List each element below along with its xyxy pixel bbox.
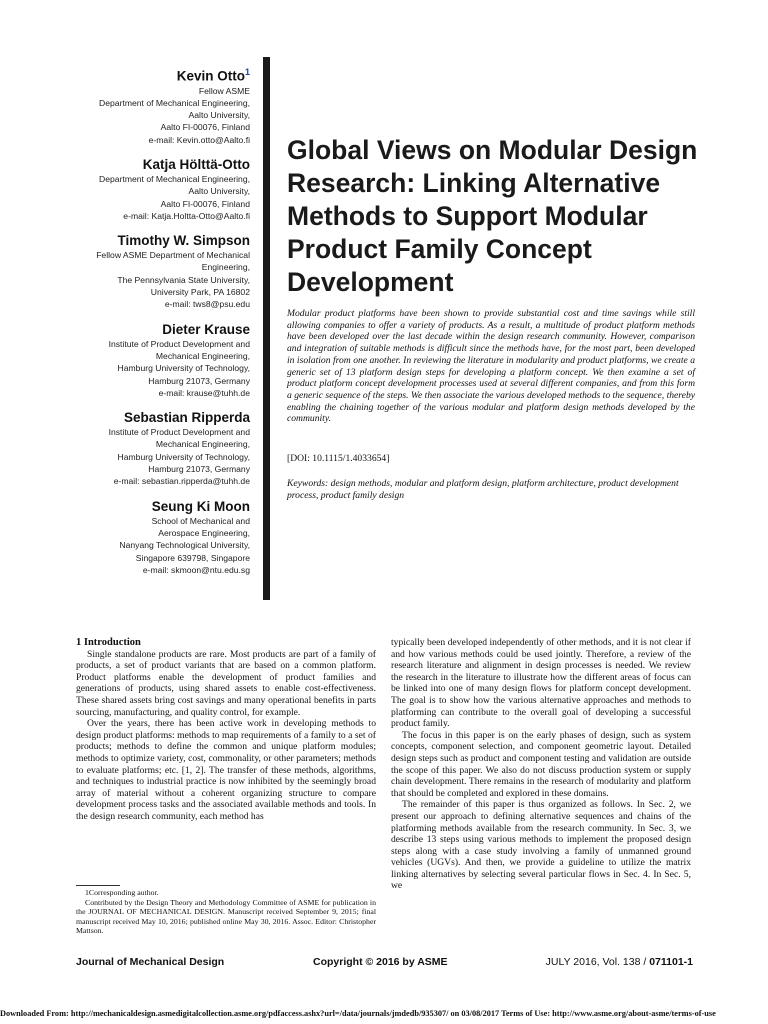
author-affiliation-line: Nanyang Technological University,	[119, 540, 250, 551]
author-affiliation-line: Mechanical Engineering,	[155, 439, 250, 450]
section-heading: 1 Introduction	[76, 637, 141, 648]
paragraph: Single standalone products are rare. Most products are part of a family of products, a set of product variants that are based on a common platform. Product platforms enable the development of product families and generations of products, using shared assets to enable cost-effectiveness. These shared assets bring cost savings and many operational benefits in parts sourcing, manufacturing, and quality control, for example.	[76, 648, 376, 718]
title-line: Development	[287, 267, 454, 297]
title-line: Research: Linking Alternative	[287, 168, 661, 198]
footnotes	[76, 888, 376, 936]
author-affiliation-line: Department of Mechanical Engineering,	[99, 173, 250, 184]
footnote-rule	[76, 885, 120, 886]
journal-name: Journal of Mechanical Design	[76, 956, 225, 968]
author-affiliation-line[interactable]: e-mail: sebastian.ripperda@tuhh.de	[113, 476, 250, 487]
keywords: Keywords: design methods, modular and platform design, platform architecture, product development process, product family design	[287, 478, 679, 501]
article-number: 071101-1	[649, 956, 693, 968]
author-name: Katja Hölttä-Otto	[142, 156, 250, 172]
vertical-rule	[263, 57, 270, 600]
author-affiliation-line: Aalto University,	[188, 186, 250, 197]
left-column	[76, 637, 376, 823]
author-affiliation-line: Aalto FI-00076, Finland	[160, 198, 250, 209]
author-affiliation-line: Mechanical Engineering,	[155, 350, 250, 361]
author-affiliation-line: Hamburg 21073, Germany	[148, 375, 250, 386]
author-affiliation-line: Aalto University,	[188, 110, 250, 121]
page-footer	[76, 956, 693, 972]
author-affiliation-line: Engineering,	[201, 262, 250, 273]
author-block	[60, 321, 250, 399]
author-affiliation-line: Hamburg University of Technology,	[117, 363, 250, 374]
author-affiliation-line[interactable]: e-mail: Katja.Holtta-Otto@Aalto.fi	[123, 210, 250, 221]
author-affiliation-line[interactable]: e-mail: krause@tuhh.de	[158, 387, 250, 398]
author-affiliation-line: Aerospace Engineering,	[158, 527, 250, 538]
author-affiliation-line: Fellow ASME	[198, 85, 250, 96]
title-line: Methods to Support Modular	[287, 201, 648, 231]
paper-title	[287, 134, 727, 299]
author-affiliation-line: Singapore 639798, Singapore	[135, 552, 250, 563]
author-block	[60, 232, 250, 310]
footnote: 1Corresponding author.	[85, 888, 159, 897]
author-affiliation-line: The Pennsylvania State University,	[117, 274, 250, 285]
download-notice: Downloaded From: http://mechanicaldesign.asmedigitalcollection.asme.org/pdfaccess.ashx?url=/data/journals/jmdedb/935307/ on 03/08/2017 Terms of Use: http://www.asme.org/about-asme/terms-of-use	[0, 1009, 716, 1018]
paragraph: typically been developed independently of other methods, and it is not clear if and how various methods could be used jointly. Therefore, a review of the research literature and alignment in design processes is needed. We review the research in the literature to illustrate how the different areas of focus can be linked into one of many design flows for platform concept development. The goal is to show how the various alternative approaches and methods to platforming can contribute to the overall goal of developing a successful product family.	[391, 637, 691, 730]
paragraph: The focus in this paper is on the early phases of design, such as system concepts, component selection, and component geometric layout. Detailed design steps such as product and component testing and validation are outside the scope of this paper. We also do not discuss production system or supply chain development. There remains in the research of modularity and platform that should be completed and explored in these domains.	[391, 729, 691, 799]
author-affiliation-line: University Park, PA 16802	[150, 287, 250, 298]
issue-info	[546, 956, 693, 968]
author-block	[60, 409, 250, 487]
author-affiliation-line[interactable]: e-mail: Kevin.otto@Aalto.fi	[148, 134, 250, 145]
author-block	[60, 156, 250, 222]
author-block	[60, 498, 250, 576]
author-name: Dieter Krause	[162, 321, 250, 337]
paragraph: The remainder of this paper is thus organized as follows. In Sec. 2, we present our approach to defining alternative sequences and chains of the platforming methods available from the research community. In Sec. 3, we describe 13 steps using various methods to implement the proposed design steps along with a case study involving a family of unmanned ground vehicles (UGVs). And then, we provide a guideline to utilize the matrix linking alternatives by selecting several particular flows in Sec. 4. In Sec. 5, we	[391, 799, 691, 892]
author-name: Kevin Otto$^1$	[176, 67, 250, 84]
author-name: Timothy W. Simpson	[117, 233, 250, 249]
copyright: Copyright © 2016 by ASME	[313, 956, 448, 968]
author-affiliation-line: Aalto FI-00076, Finland	[160, 122, 250, 133]
author-affiliation-line[interactable]: e-mail: skmoon@ntu.edu.sg	[142, 564, 250, 575]
author-affiliation-line: Fellow ASME Department of Mechanical	[96, 250, 250, 261]
issue-date: JULY 2016, Vol. 138 /	[545, 956, 647, 968]
author-affiliation-line: Institute of Product Development and	[108, 338, 250, 349]
author-name: Sebastian Ripperda	[123, 410, 250, 426]
author-affiliation-line: School of Mechanical and	[151, 515, 250, 526]
footnote-marker[interactable]: 1	[244, 67, 250, 77]
abstract: Modular product platforms have been shown to provide substantial cost and time savings while still allowing companies to offer a variety of products. As a result, a multitude of product platform methods have been developed over the last decade within the design research community. However, comparison and integration of suitable methods is difficult since the methods have, for the most part, been developed in isolation from one another. In reviewing the literature in modularity and product platforms, we create a generic set of 13 platform design steps for developing a platform concept. We then examine a set of product platform concept development processes used at several different companies, and from this form a generic sequence of the steps. We then associate the various developed methods to the sequence, thereby enabling the chaining together of the various modular and platform design methods developed by the community.	[287, 308, 695, 425]
author-block	[60, 64, 250, 146]
right-column	[391, 637, 691, 892]
author-affiliation-line[interactable]: e-mail: tws8@psu.edu	[164, 299, 250, 310]
author-name: Seung Ki Moon	[151, 498, 250, 514]
author-list	[60, 64, 250, 586]
title-line: Product Family Concept	[287, 234, 592, 264]
author-affiliation-line: Hamburg 21073, Germany	[148, 464, 250, 475]
doi: [DOI: 10.1115/1.4033654]	[287, 453, 390, 464]
title-line: Global Views on Modular Design	[287, 135, 698, 165]
author-affiliation-line: Department of Mechanical Engineering,	[99, 97, 250, 108]
paragraph: Over the years, there has been active work in developing methods to design product platforms: methods to map requirements of a family to a set of products; methods to define the common and unique platform modules; methods to optimize variety, cost, commonality, or other parameters; methods to evaluate platforms; etc. [1, 2]. The transfer of these methods, algorithms, and techniques to industrial practice is now inhibited by the seemingly broad array of material without a coherent organizing structure to compare development process tasks and the associated available methods and tools. In the design research community, each method has	[76, 718, 376, 822]
author-affiliation-line: Institute of Product Development and	[108, 427, 250, 438]
author-affiliation-line: Hamburg University of Technology,	[117, 451, 250, 462]
footnote: Contributed by the Design Theory and Methodology Committee of ASME for publication in the JOURNAL OF MECHANICAL DESIGN. Manuscript received September 9, 2015; final manuscript received May 10, 2016; published online May 30, 2016. Assoc. Editor: Christopher Mattson.	[76, 897, 376, 936]
